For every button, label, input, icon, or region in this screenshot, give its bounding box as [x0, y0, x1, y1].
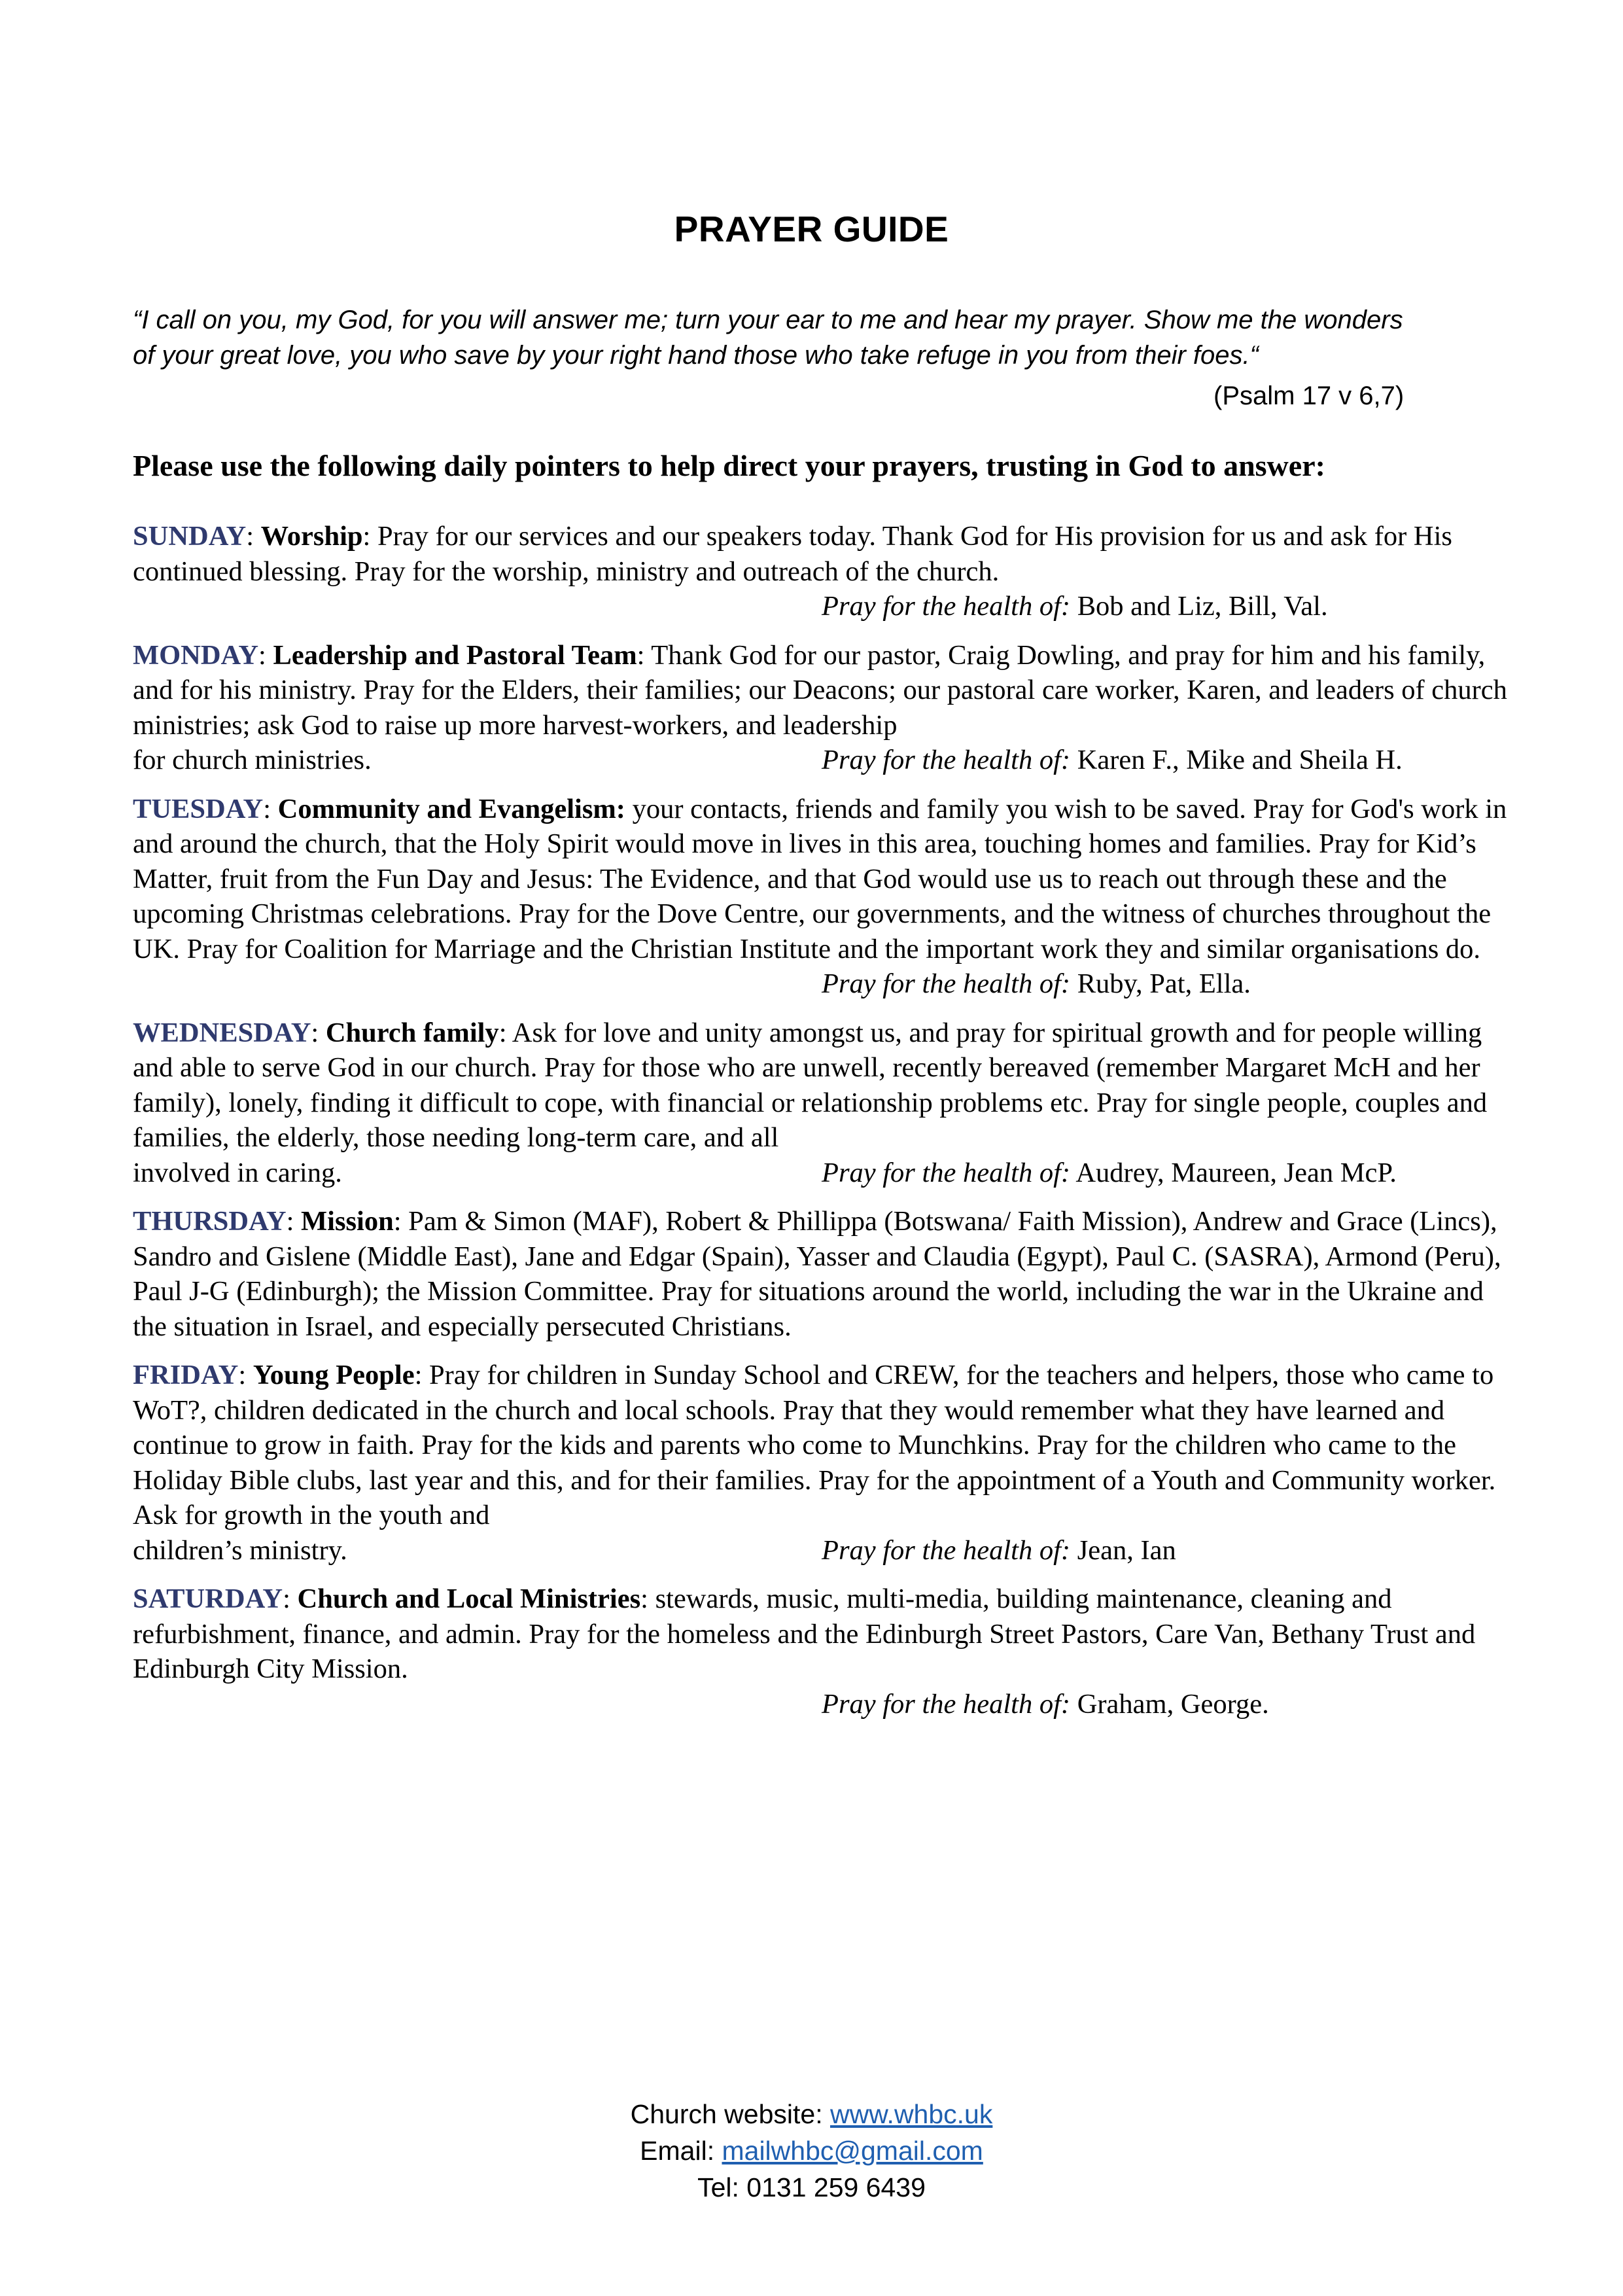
health-line — [133, 1687, 1510, 1722]
day-text: : stewards, music, multi-media, building maintenance, cleaning and refurbishment, finance, and admin. Pray for the homeless and the Edinburgh Street Pastors, Care Van, Bethany Trust and Edinburgh City Mission. — [133, 1583, 1476, 1684]
quote-line-1: “I call on you, my God, for you will answer me; turn your ear to me and hear my prayer. Show me the wonders — [133, 306, 1403, 334]
health-request — [822, 1687, 1269, 1722]
health-line — [133, 743, 1510, 778]
website-link[interactable]: www.whbc.uk — [829, 2099, 993, 2129]
health-line — [133, 589, 1510, 624]
day-name: THURSDAY — [133, 1206, 287, 1237]
health-request — [822, 1156, 1397, 1191]
day-topic: Community and Evangelism: — [277, 793, 625, 824]
daily-pointers — [133, 519, 1510, 1735]
health-names: Audrey, Maureen, Jean McP. — [1075, 1157, 1397, 1188]
health-line-lead: involved in caring. — [133, 1157, 342, 1188]
scripture-quote — [133, 302, 1507, 373]
day-text: : Thank God for our pastor, Craig Dowling, and pray for him and his family, and for his ministry. Pray for the Elders, their families; our Deacons; our pastoral care worker, Karen, and leaders of church ministries; ask God to raise up more harvest-workers, and leadership — [133, 639, 1507, 741]
health-request — [822, 966, 1251, 1002]
day-name: SUNDAY — [133, 521, 247, 552]
day-text: : Ask for love and unity amongst us, and pray for spiritual growth and for people willing and able to serve God in our church. Pray for those who are unwell, recently bereaved (remember Margaret McH and her family), lonely, finding it difficult to cope, with financial or relationship problems etc. Pray for single people, couples and families, the elderly, those needing long-term care, and all — [133, 1017, 1488, 1153]
day-name: TUESDAY — [133, 793, 264, 824]
telephone-line: Tel: 0131 259 6439 — [697, 2172, 926, 2202]
health-names: Ruby, Pat, Ella. — [1077, 968, 1251, 999]
health-label: Pray for the health of: — [822, 1157, 1071, 1188]
health-names: Graham, George. — [1077, 1688, 1269, 1720]
scripture-reference: (Psalm 17 v 6,7) — [1213, 381, 1405, 410]
health-line — [133, 966, 1510, 1002]
health-label: Pray for the health of: — [822, 591, 1071, 622]
quote-line-2: of your great love, you who save by your right hand those who take refuge in you from their foes.“ — [133, 341, 1259, 370]
health-names: Karen F., Mike and Sheila H. — [1077, 745, 1403, 775]
day-paragraph: SUNDAY: Worship: Pray for our services and our speakers today. Thank God for His provision for us and ask for His continued blessing. Pray for the worship, ministry and outreach of the church. — [133, 521, 1452, 587]
health-line-lead: children’s ministry. — [133, 1534, 347, 1566]
day-topic: Young People — [253, 1360, 415, 1390]
day-paragraph: MONDAY: Leadership and Pastoral Team: Thank God for our pastor, Craig Dowling, and pray for him and his family, and for his ministry. Pray for the Elders, their families; our Deacons; our pastoral care worker, Karen, and leaders of church ministries; ask God to raise up more harvest-workers, and leadership — [133, 639, 1507, 741]
page-title: PRAYER GUIDE — [674, 209, 949, 249]
day-topic: Mission — [301, 1206, 394, 1237]
day-entry-saturday — [133, 1581, 1510, 1722]
email-label: Email: — [640, 2136, 722, 2166]
health-request — [822, 589, 1328, 624]
day-paragraph: SATURDAY: Church and Local Ministries: stewards, music, multi-media, building maintenance, cleaning and refurbishment, finance, and admin. Pray for the homeless and the Edinburgh Street Pastors, Care Van, Bethany Trust and Edinburgh City Mission. — [133, 1583, 1476, 1684]
health-request — [822, 1533, 1176, 1568]
day-paragraph: TUESDAY: Community and Evangelism: your contacts, friends and family you wish to be saved. Pray for God's work in and around the church, that the Holy Spirit would move in lives in this area, touching homes and families. Pray for Kid’s Matter, fruit from the Fun Day and Jesus: The Evidence, and that God would use us to reach out through these and the upcoming Christmas celebrations. Pray for the Dove Centre, our governments, and the witness of churches throughout the UK. Pray for Coalition for Marriage and the Christian Institute and the important work they and similar organisations do. — [133, 793, 1507, 964]
day-entry-friday — [133, 1358, 1510, 1568]
health-label: Pray for the health of: — [822, 745, 1071, 775]
day-name: SATURDAY — [133, 1583, 283, 1614]
day-text: : Pray for our services and our speakers today. Thank God for His provision for us and ask for His continued blessing. Pray for the worship, ministry and outreach of the church. — [133, 521, 1452, 587]
health-label: Pray for the health of: — [822, 968, 1071, 999]
health-request — [822, 743, 1403, 778]
health-label: Pray for the health of: — [822, 1534, 1071, 1566]
day-topic: Church and Local Ministries — [297, 1583, 641, 1614]
health-line-lead: for church ministries. — [133, 745, 372, 775]
day-topic: Church family — [325, 1017, 499, 1048]
health-line — [133, 1533, 1510, 1568]
health-label: Pray for the health of: — [822, 1688, 1071, 1720]
day-name: MONDAY — [133, 639, 259, 671]
day-entry-sunday — [133, 519, 1510, 624]
day-topic: Leadership and Pastoral Team — [273, 639, 637, 671]
day-paragraph: WEDNESDAY: Church family: Ask for love and unity amongst us, and pray for spiritual growth and for people willing and able to serve God in our church. Pray for those who are unwell, recently bereaved (remember Margaret McH and her family), lonely, finding it difficult to cope, with financial or relationship problems etc. Pray for single people, couples and families, the elderly, those needing long-term care, and all — [133, 1017, 1488, 1153]
day-name: WEDNESDAY — [133, 1017, 311, 1048]
email-line — [0, 2132, 1623, 2169]
day-paragraph: FRIDAY: Young People: Pray for children in Sunday School and CREW, for the teachers and helpers, those who came to WoT?, children dedicated in the church and local schools. Pray that they would remember what they have learned and continue to grow in faith. Pray for the kids and parents who come to Munchkins. Pray for the children who came to the Holiday Bible clubs, last year and this, and for their families. Pray for the appointment of a Youth and Community worker. Ask for growth in the youth and — [133, 1360, 1496, 1530]
day-topic: Worship — [260, 521, 363, 552]
intro-text: Please use the following daily pointers to help direct your prayers, trusting in God to answer: — [133, 449, 1325, 482]
website-line — [0, 2096, 1623, 2132]
day-paragraph: THURSDAY: Mission: Pam & Simon (MAF), Robert & Phillippa (Botswana/ Faith Mission), Andrew and Grace (Lincs), Sandro and Gislene (Middle East), Jane and Edgar (Spain), Yasser and Claudia (Egypt), Paul C. (SASRA), Armond (Peru), Paul J-G (Edinburgh); the Mission Committee. Pray for situations around the world, including the war in the Ukraine and the situation in Israel, and especially persecuted Christians. — [133, 1206, 1501, 1342]
day-entry-tuesday — [133, 792, 1510, 1002]
health-names: Jean, Ian — [1077, 1534, 1176, 1566]
day-text: : Pray for children in Sunday School and CREW, for the teachers and helpers, those who came to WoT?, children dedicated in the church and local schools. Pray that they would remember what they have learned and continue to grow in faith. Pray for the kids and parents who come to Munchkins. Pray for the children who came to the Holiday Bible clubs, last year and this, and for their families. Pray for the appointment of a Youth and Community worker. Ask for growth in the youth and — [133, 1360, 1496, 1530]
health-line — [133, 1156, 1510, 1191]
contact-footer — [0, 2096, 1623, 2206]
health-names: Bob and Liz, Bill, Val. — [1077, 591, 1328, 622]
day-name: FRIDAY — [133, 1360, 239, 1390]
day-entry-monday — [133, 638, 1510, 778]
day-text: your contacts, friends and family you wish to be saved. Pray for God's work in and around the church, that the Holy Spirit would move in lives in this area, touching homes and families. Pray for Kid’s Matter, fruit from the Fun Day and Jesus: The Evidence, and that God would use us to reach out through these and the upcoming Christmas celebrations. Pray for the Dove Centre, our governments, and the witness of churches throughout the UK. Pray for Coalition for Marriage and the Christian Institute and the important work they and similar organisations do. — [133, 793, 1507, 964]
email-link[interactable]: mailwhbc@gmail.com — [722, 2136, 983, 2166]
website-label: Church website: — [630, 2099, 830, 2129]
day-entry-thursday — [133, 1204, 1510, 1344]
day-entry-wednesday — [133, 1016, 1510, 1191]
day-text: : Pam & Simon (MAF), Robert & Phillippa (Botswana/ Faith Mission), Andrew and Grace (Lincs), Sandro and Gislene (Middle East), Jane and Edgar (Spain), Yasser and Claudia (Egypt), Paul C. (SASRA), Armond (Peru), Paul J-G (Edinburgh); the Mission Committee. Pray for situations around the world, including the war in the Ukraine and the situation in Israel, and especially persecuted Christians. — [133, 1206, 1501, 1342]
